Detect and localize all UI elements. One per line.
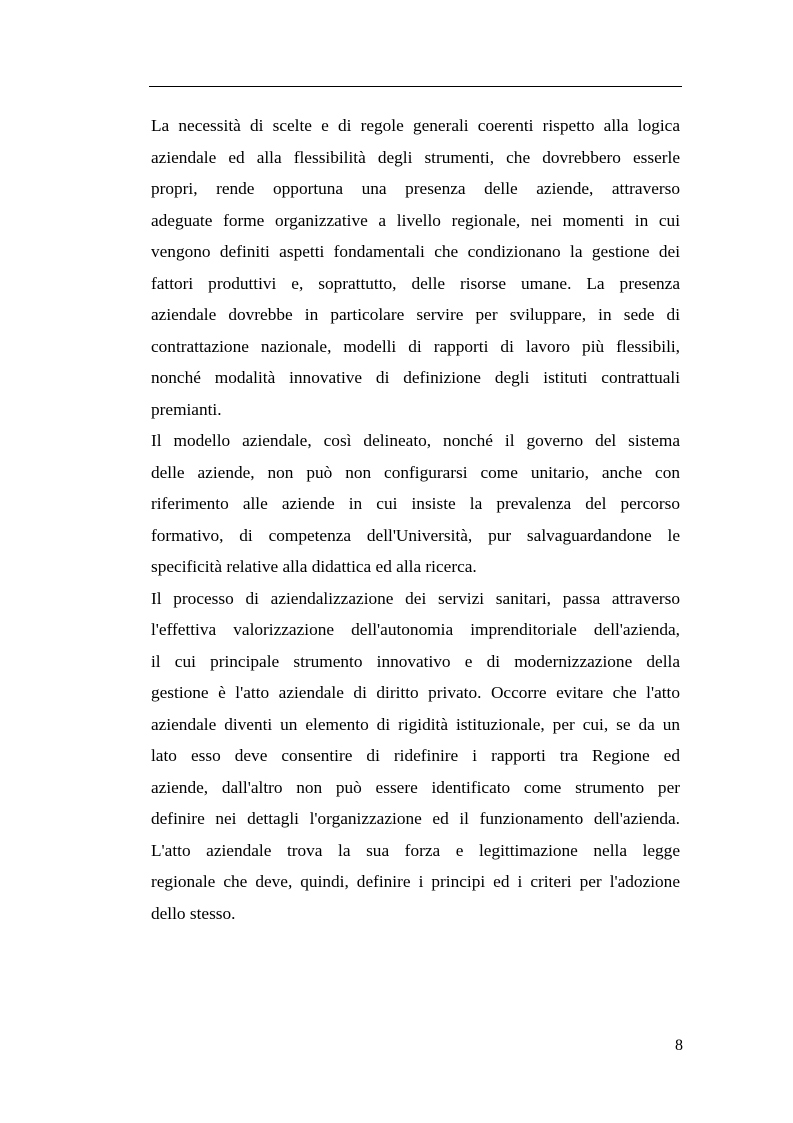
- text-line: nonché modalità innovative di definizione degli istituti contrattuali: [151, 368, 680, 387]
- text-line: Il modello aziendale, così delineato, nonché il governo del sistema: [151, 431, 680, 450]
- paragraph: [151, 110, 680, 425]
- text-line: gestione è l'atto aziendale di diritto privato. Occorre evitare che l'atto: [151, 683, 680, 702]
- text-line: aziendale diventi un elemento di rigidità istituzionale, per cui, se da un: [151, 714, 680, 734]
- text-line: adeguate forme organizzative a livello regionale, nei momenti in cui: [151, 210, 680, 230]
- text-line: fattori produttivi e, soprattutto, delle risorse umane. La presenza: [151, 273, 680, 293]
- text-line: premianti.: [151, 399, 222, 419]
- text-line: La necessità di scelte e di regole generali coerenti rispetto alla logica: [151, 116, 680, 135]
- text-line: lato esso deve consentire di ridefinire i rapporti tra Regione ed: [151, 746, 680, 765]
- text-line: vengono definiti aspetti fondamentali che condizionano la gestione dei: [151, 242, 680, 261]
- text-line: Il processo di aziendalizzazione dei servizi sanitari, passa attraverso: [151, 588, 680, 608]
- body-text: [151, 110, 680, 929]
- text-line: propri, rende opportuna una presenza delle aziende, attraverso: [151, 179, 680, 198]
- text-line: regionale che deve, quindi, definire i principi ed i criteri per l'adozione: [151, 872, 680, 891]
- text-line: l'effettiva valorizzazione dell'autonomia imprenditoriale dell'azienda,: [151, 620, 680, 639]
- text-line: L'atto aziendale trova la sua forza e legittimazione nella legge: [151, 840, 680, 860]
- text-line: aziendale dovrebbe in particolare servire per sviluppare, in sede di: [151, 305, 680, 324]
- paragraph: [151, 583, 680, 930]
- text-line: il cui principale strumento innovativo e di modernizzazione della: [151, 651, 680, 671]
- text-line: riferimento alle aziende in cui insiste la prevalenza del percorso: [151, 494, 680, 513]
- text-line: aziende, dall'altro non può essere identificato come strumento per: [151, 777, 680, 797]
- text-line: definire nei dettagli l'organizzazione ed il funzionamento dell'azienda.: [151, 809, 680, 828]
- text-line: dello stesso.: [151, 903, 236, 923]
- text-line: contrattazione nazionale, modelli di rapporti di lavoro più flessibili,: [151, 336, 680, 356]
- text-line: formativo, di competenza dell'Università, pur salvaguardandone le: [151, 525, 680, 545]
- header-rule: [149, 86, 682, 87]
- paragraph: [151, 425, 680, 583]
- text-line: specificità relative alla didattica ed alla ricerca.: [151, 557, 477, 576]
- text-line: aziendale ed alla flessibilità degli strumenti, che dovrebbero esserle: [151, 147, 680, 167]
- text-line: delle aziende, non può non configurarsi come unitario, anche con: [151, 462, 680, 482]
- page-number: 8: [675, 1037, 683, 1054]
